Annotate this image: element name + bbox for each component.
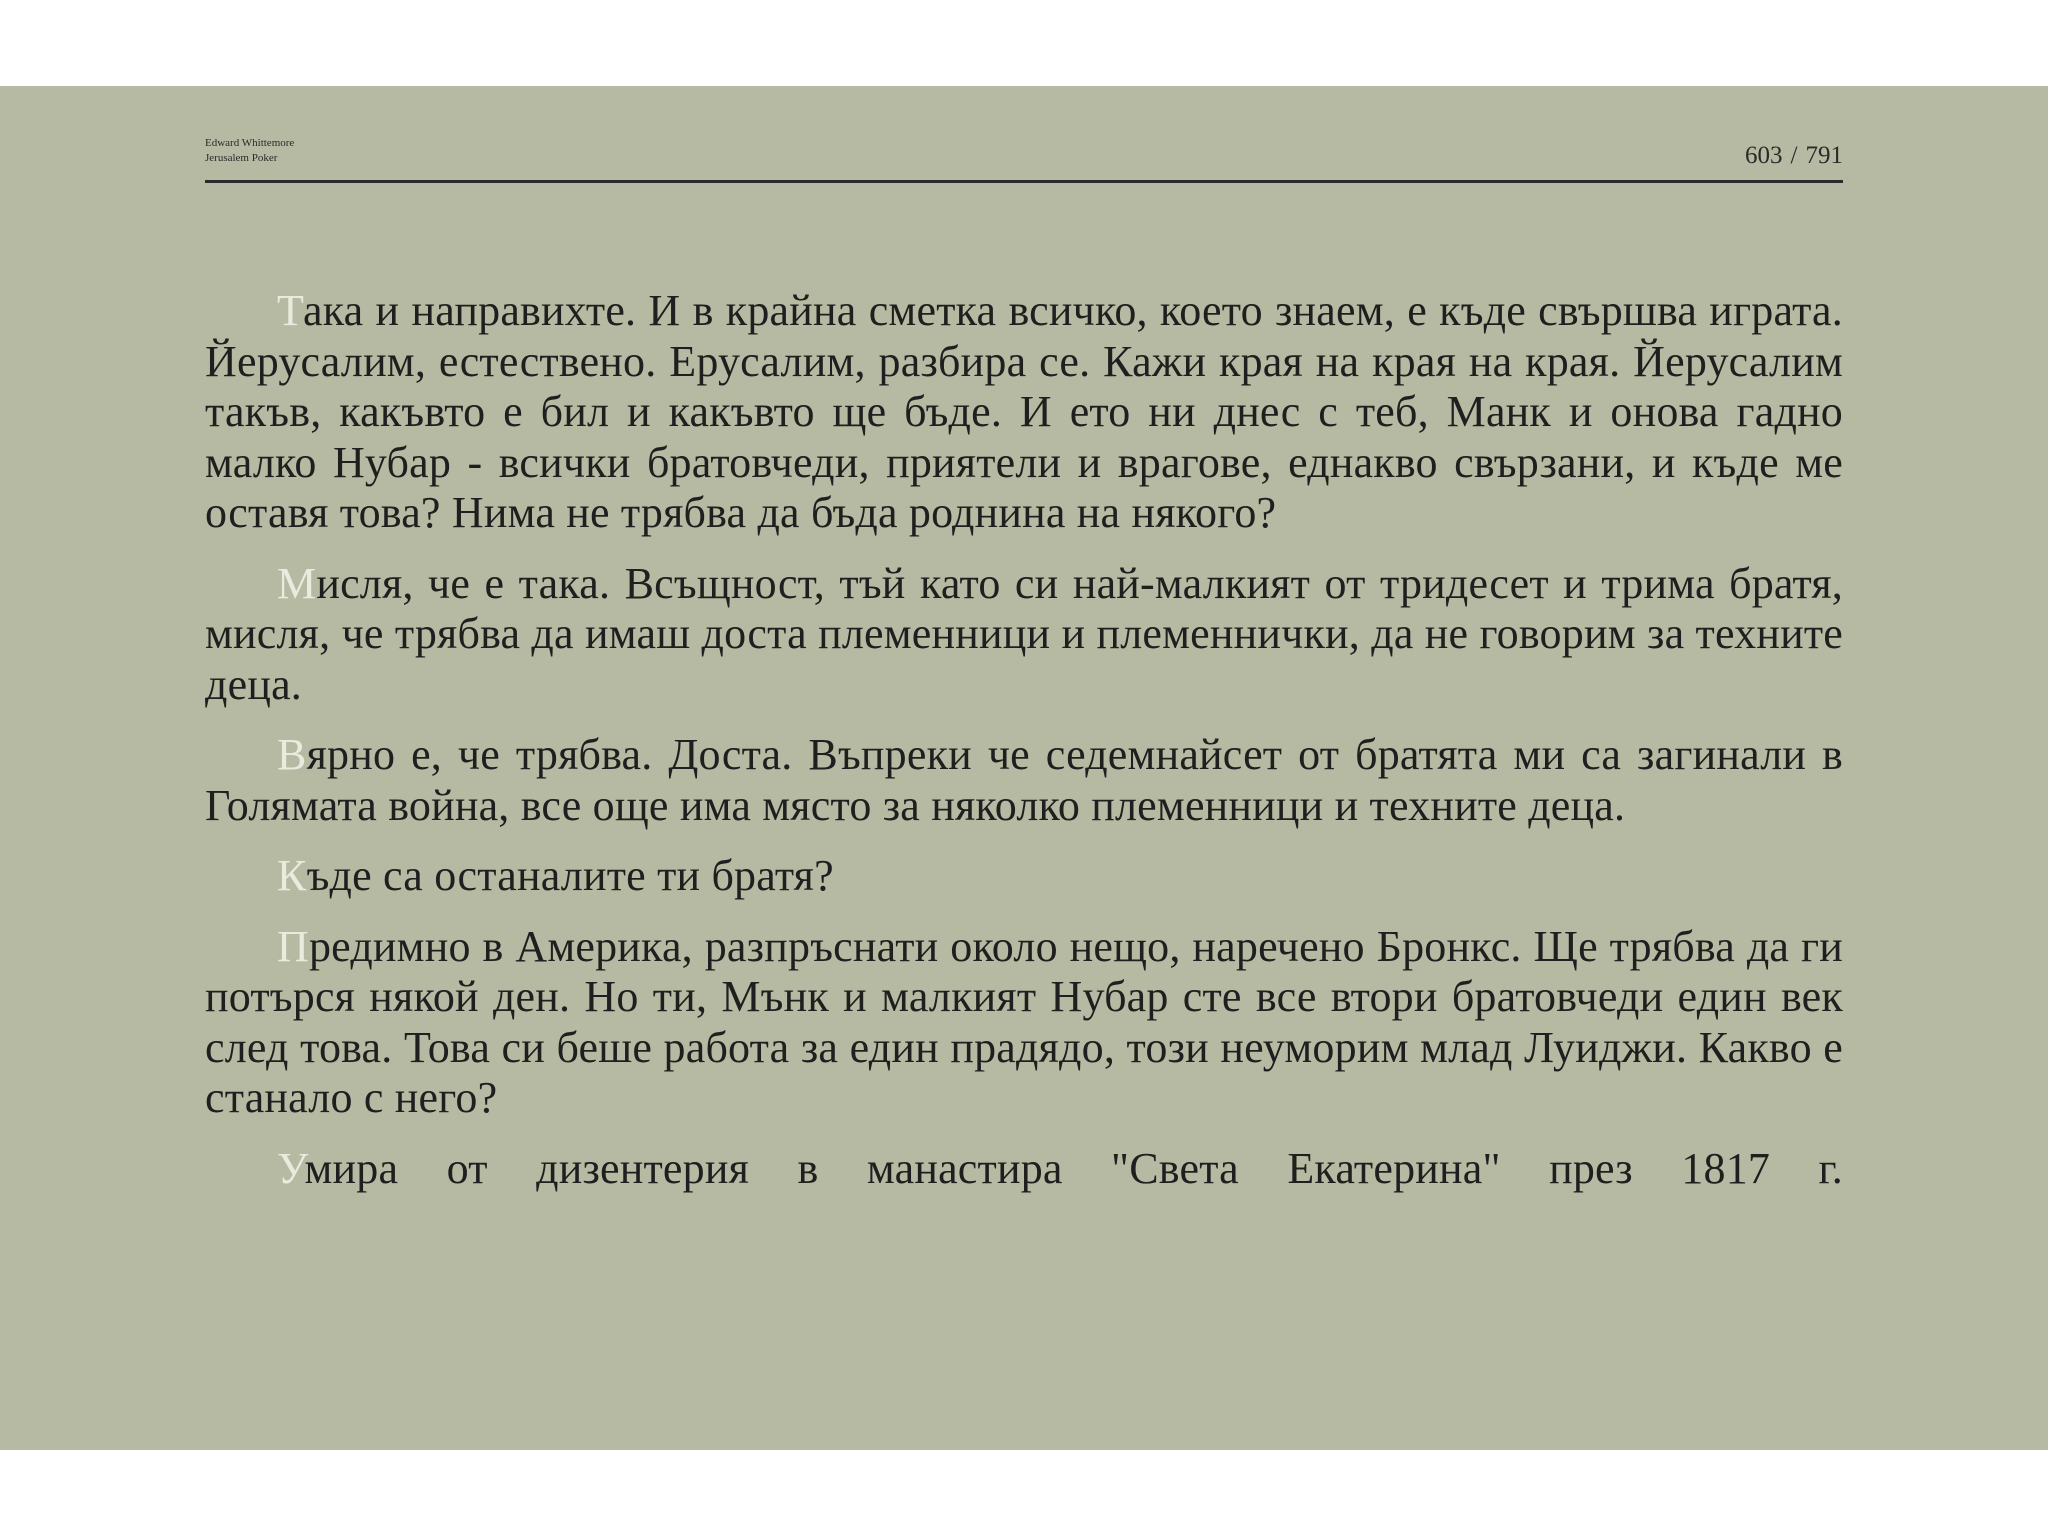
paragraph <box>205 559 1843 711</box>
paragraph-initial: К <box>277 851 307 900</box>
paragraph-text: исля, че е така. Всъщност, тъй като си най-малкият от тридесет и трима братя, мисля, че трябва да имаш доста племенници и племеннички, да не говорим за техните деца. <box>205 558 1843 709</box>
paragraph-initial: В <box>277 730 307 779</box>
paragraph-initial: Т <box>277 286 303 335</box>
paragraph <box>205 922 1843 1124</box>
paragraph-text: ака и направихте. И в крайна сметка всичко, което знаем, е къде свършва играта. Йерусалим, естествено. Ерусалим, разбира се. Кажи края на края на края. Йерусалим такъв, какъвто е бил и какъвто ще бъде. И ето ни днес с теб, Манк и онова гадно малко Нубар - всички братовчеди, приятели и врагове, еднакво свързани, и къде ме оставя това? Нима не трябва да бъда роднина на някого? <box>205 286 1843 537</box>
book-info <box>205 136 294 166</box>
paragraph-initial: П <box>277 921 309 971</box>
paragraph-text: редимно в Америка, разпръснати около нещо, наречено Бронкс. Ще трябва да ги потърся някой ден. Но ти, Мънк и малкият Нубар сте все втори братовчеди един век след това. Това си беше работа за един прадядо, този неуморим млад Луиджи. Какво е станало с него? <box>205 921 1843 1122</box>
book-text <box>205 286 1843 1214</box>
book-title: Jerusalem Poker <box>205 152 278 164</box>
book-author: Edward Whittemore <box>205 137 295 149</box>
paragraph <box>205 730 1843 831</box>
paragraph-initial: У <box>277 1143 305 1193</box>
page-header <box>205 136 1843 183</box>
page-separator: / <box>1790 142 1798 169</box>
paragraph-text: ъде са останалите ти братя? <box>306 851 834 900</box>
current-page: 603 <box>1745 142 1783 169</box>
paragraph <box>205 1144 1843 1195</box>
paragraph-text: мира от дизентерия в манастира "Света Екатерина" през 1817 г. <box>304 1143 1843 1193</box>
paragraph-initial: М <box>277 558 317 608</box>
total-pages: 791 <box>1805 142 1843 169</box>
paragraph <box>205 851 1843 902</box>
paragraph-text: ярно е, че трябва. Доста. Въпреки че седемнайсет от братята ми са загинали в Голямата война, все още има място за няколко племенници и техните деца. <box>205 730 1843 830</box>
page-counter <box>1745 142 1843 170</box>
paragraph <box>205 286 1843 539</box>
